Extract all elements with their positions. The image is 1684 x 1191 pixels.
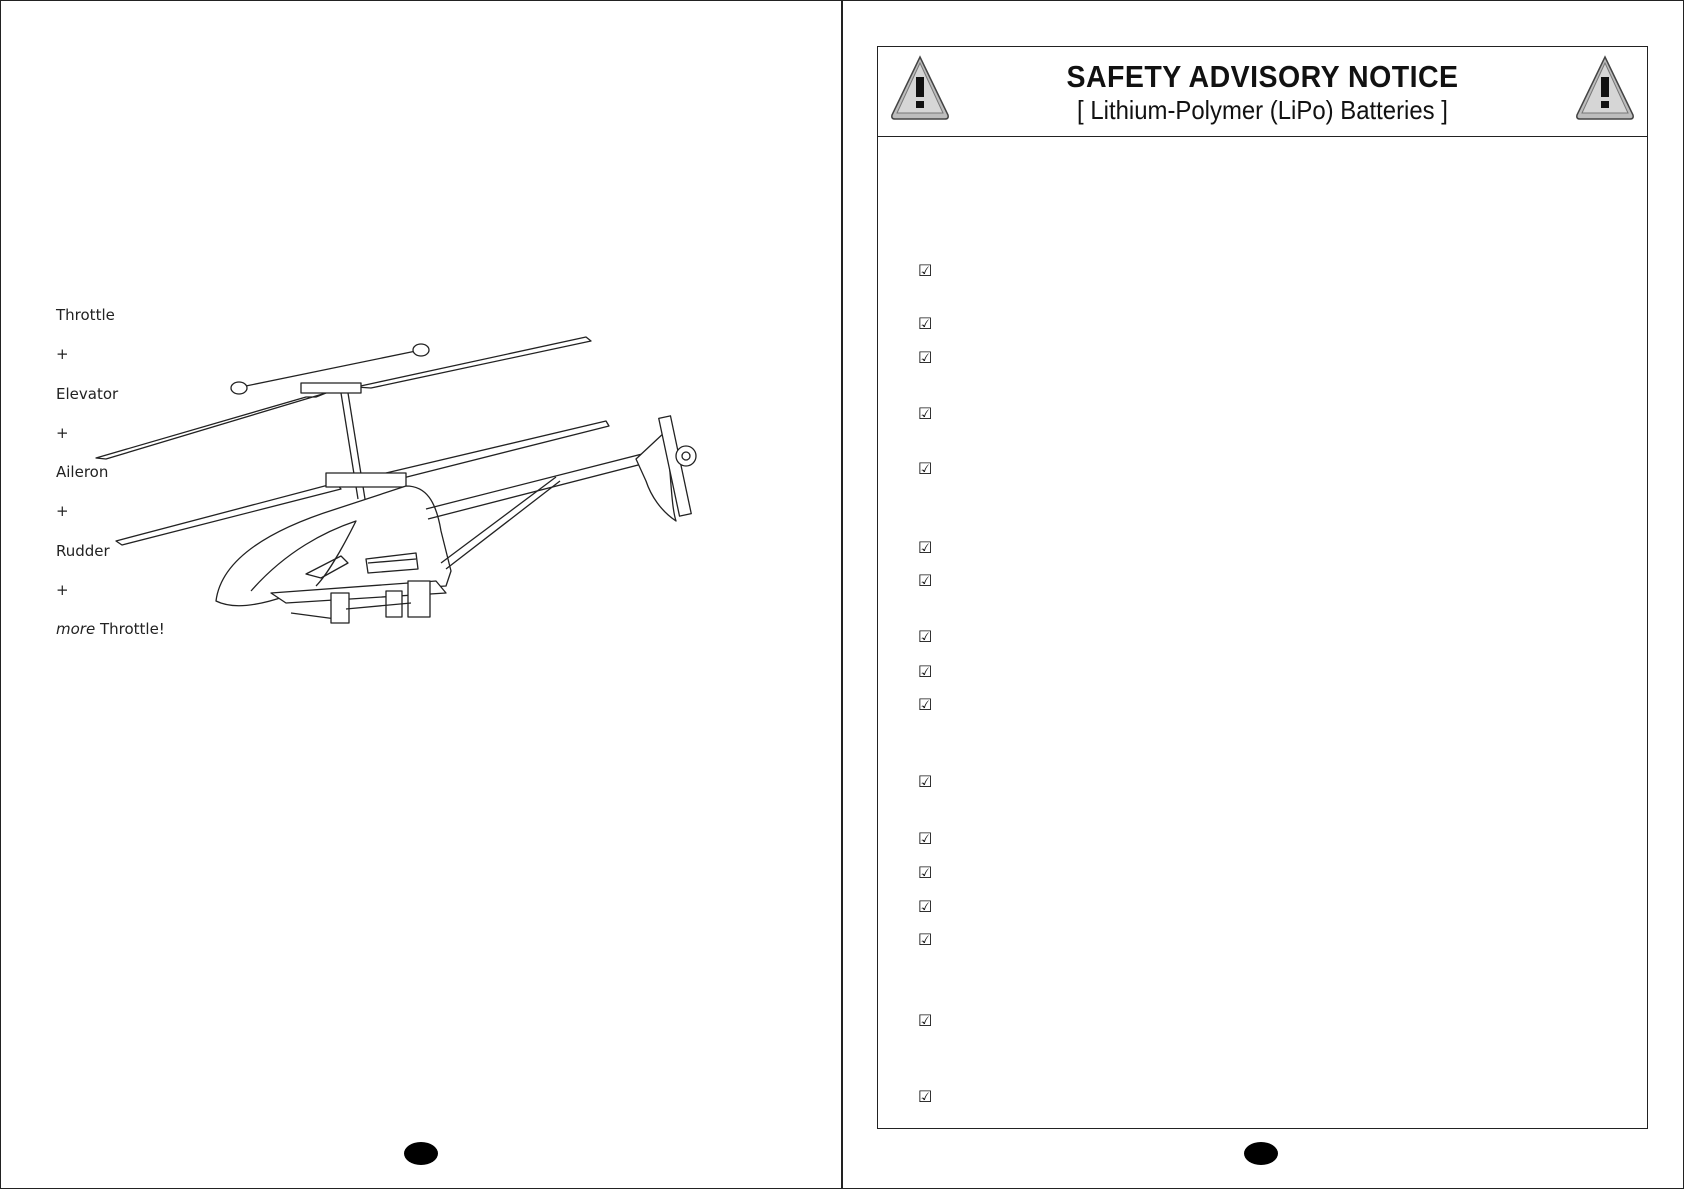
control-plus: + — [56, 423, 69, 442]
left-page — [0, 0, 842, 1189]
checked-box-icon: ☑ — [918, 930, 933, 949]
notice-title: SAFETY ADVISORY NOTICE — [1066, 59, 1459, 94]
checked-box-icon: ☑ — [918, 772, 933, 791]
checked-box-icon: ☑ — [918, 863, 933, 882]
control-step: Elevator — [56, 384, 119, 403]
notice-header — [878, 47, 1647, 137]
control-final-text: Throttle! — [95, 620, 165, 639]
checked-box-icon: ☑ — [918, 662, 933, 681]
control-final-emphasis: more — [56, 620, 96, 639]
checked-box-icon: ☑ — [918, 1011, 933, 1030]
right-page — [842, 0, 1684, 1189]
checked-box-icon: ☑ — [918, 695, 933, 714]
page-number-marker — [404, 1142, 438, 1165]
checked-box-icon: ☑ — [918, 627, 933, 646]
checked-box-icon: ☑ — [918, 1087, 933, 1106]
helicopter-illustration — [86, 331, 736, 651]
control-plus: + — [56, 345, 69, 364]
safety-notice-box — [877, 46, 1648, 1129]
checked-box-icon: ☑ — [918, 459, 933, 478]
checked-box-icon: ☑ — [918, 571, 933, 590]
checked-box-icon: ☑ — [918, 897, 933, 916]
control-plus: + — [56, 581, 69, 600]
control-step: Rudder — [56, 541, 110, 560]
checked-box-icon: ☑ — [918, 538, 933, 557]
warning-triangle-icon — [1575, 55, 1635, 121]
control-step: Throttle — [56, 306, 115, 324]
checked-box-icon: ☑ — [918, 314, 933, 333]
checked-box-icon: ☑ — [918, 829, 933, 848]
notice-subtitle: [ Lithium-Polymer (LiPo) Batteries ] — [1077, 95, 1448, 125]
page-number-marker — [1244, 1142, 1278, 1165]
checked-box-icon: ☑ — [918, 404, 933, 423]
control-plus: + — [56, 502, 69, 521]
control-step: Aileron — [56, 463, 109, 482]
checked-box-icon: ☑ — [918, 348, 933, 367]
checked-box-icon: ☑ — [918, 261, 933, 280]
